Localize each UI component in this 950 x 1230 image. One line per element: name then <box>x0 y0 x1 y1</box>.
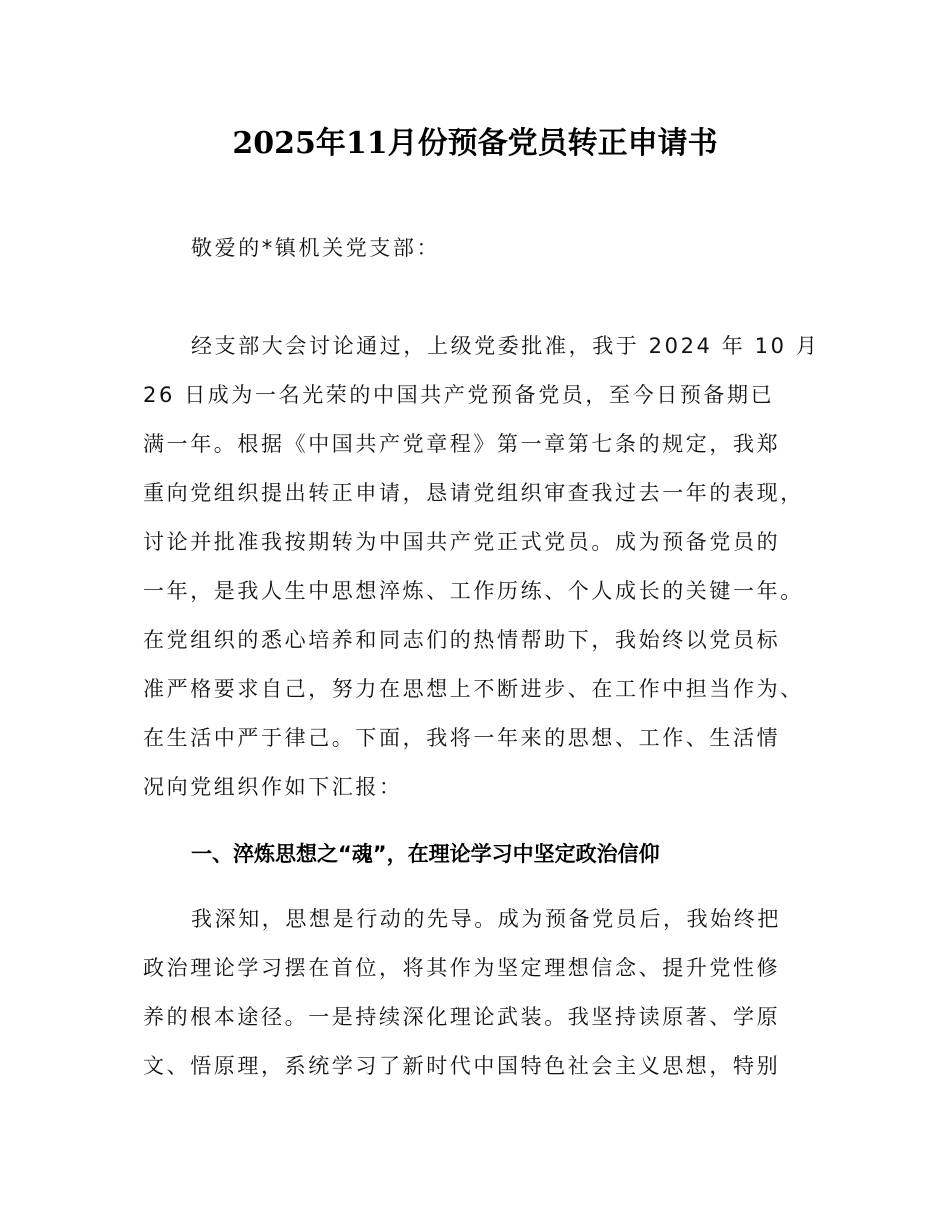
paragraph-line: 讨论并批准我按期转为中国共产党正式党员。成为预备党员的 <box>143 530 781 554</box>
paragraph-line: 政治理论学习摆在首位，将其作为坚定理想信念、提升党性修 <box>143 956 781 980</box>
document-title: 2025年11月份预备党员转正申请书 <box>232 126 718 161</box>
paragraph-line: 满一年。根据《中国共产党章程》第一章第七条的规定，我郑 <box>143 432 781 456</box>
paragraph-line: 经支部大会讨论通过，上级党委批准，我于 2024 年 10 月 <box>191 334 820 358</box>
paragraph-line: 在党组织的悉心培养和同志们的热情帮助下，我始终以党员标 <box>143 628 781 652</box>
paragraph-line: 文、悟原理，系统学习了新时代中国特色社会主义思想，特别 <box>143 1054 781 1078</box>
paragraph-line: 准严格要求自己，努力在思想上不断进步、在工作中担当作为、 <box>143 677 804 701</box>
paragraph-line: 我深知，思想是行动的先导。成为预备党员后，我始终把 <box>191 907 781 931</box>
section-heading: 一、淬炼思想之“魂”，在理论学习中坚定政治信仰 <box>191 842 660 866</box>
paragraph-line: 一年，是我人生中思想淬炼、工作历练、个人成长的关键一年。 <box>143 579 804 603</box>
paragraph-line: 况向党组织作如下汇报： <box>143 775 403 799</box>
paragraph-line: 在生活中严于律己。下面，我将一年来的思想、工作、生活情 <box>143 726 781 750</box>
salutation: 敬爱的*镇机关党支部： <box>191 236 441 260</box>
paragraph-line: 养的根本途径。一是持续深化理论武装。我坚持读原著、学原 <box>143 1005 781 1029</box>
paragraph-line: 26 日成为一名光荣的中国共产党预备党员，至今日预备期已 <box>143 383 775 407</box>
paragraph-line: 重向党组织提出转正申请，恳请党组织审查我过去一年的表现， <box>143 481 804 505</box>
